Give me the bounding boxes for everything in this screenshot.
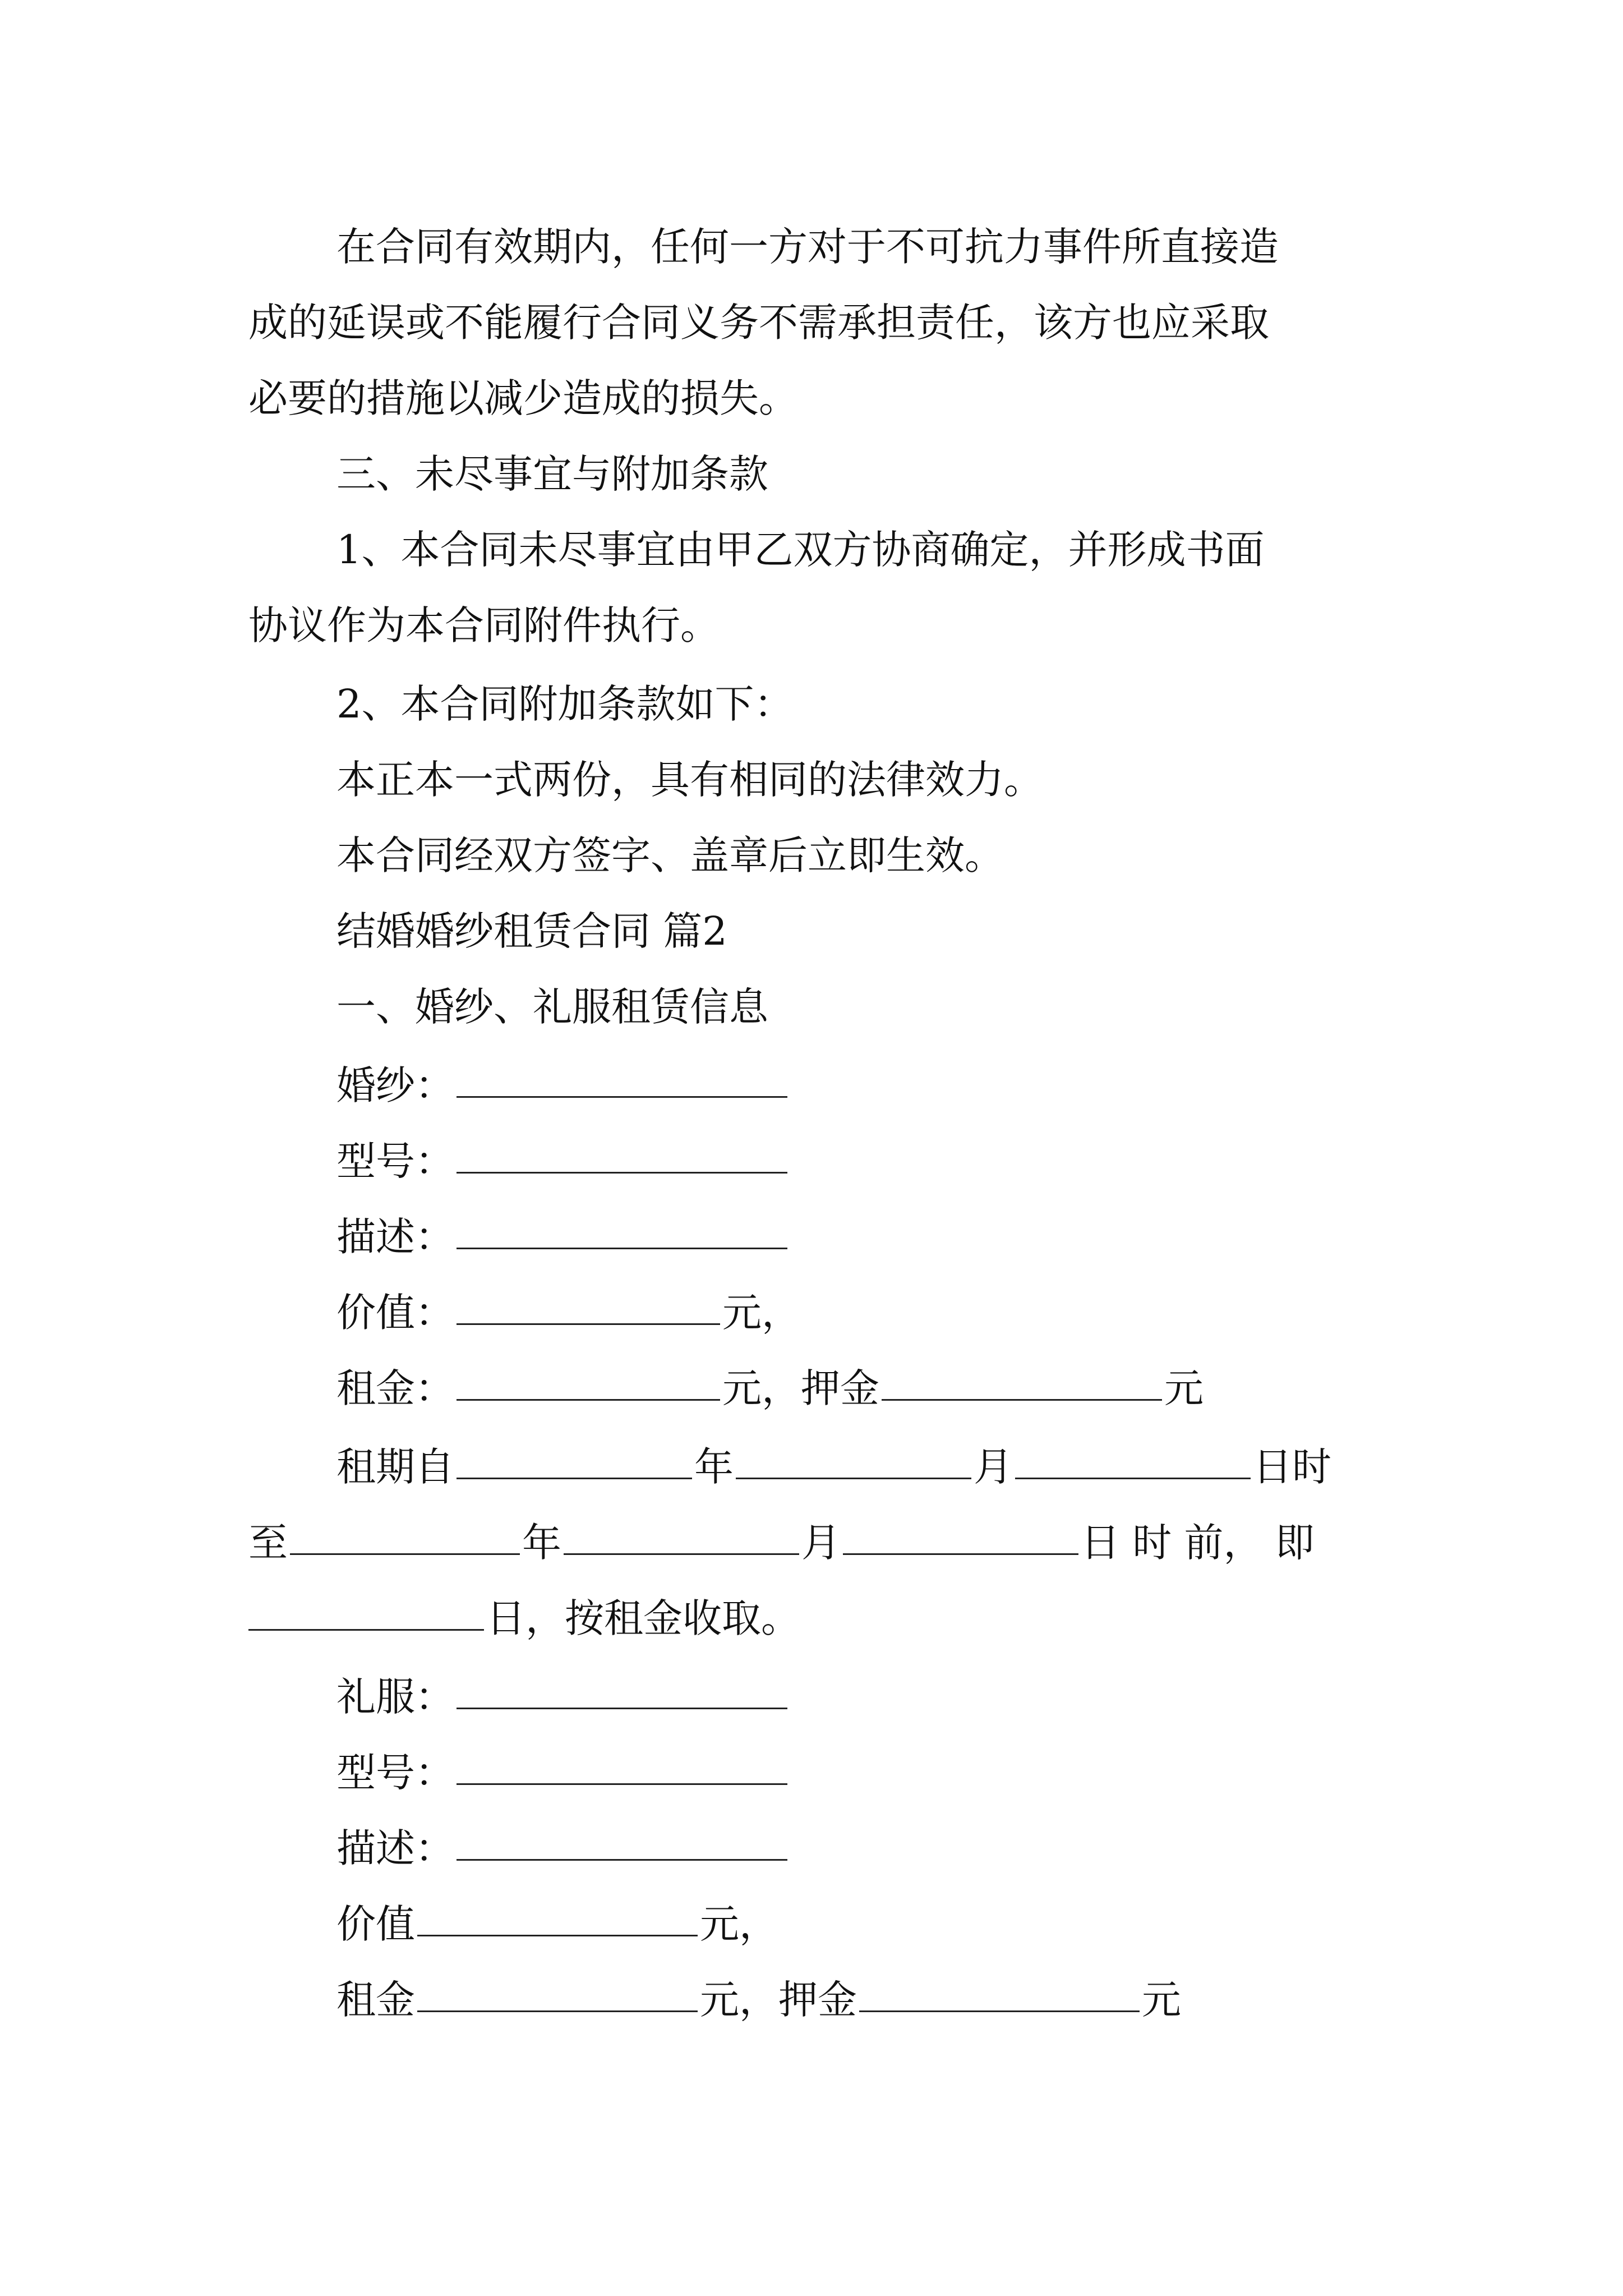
- field-label: 至: [248, 1520, 288, 1566]
- paragraph-line: 1、本合同未尽事宜由甲乙双方协商确定，并形成书面: [336, 527, 1265, 573]
- field-label: 价值：: [336, 1290, 454, 1336]
- paragraph-line: 本合同经双方签字、盖章后立即生效。: [336, 832, 1004, 878]
- blank-line[interactable]: [457, 1247, 787, 1249]
- field-suffix: 月: [801, 1520, 841, 1566]
- blank-line[interactable]: [457, 1398, 720, 1401]
- blank-line[interactable]: [1015, 1477, 1251, 1479]
- field-label: 租期自: [336, 1444, 454, 1490]
- gown-value-row: [336, 1290, 801, 1336]
- period-row-3: [248, 1595, 800, 1641]
- field-label: 礼服：: [336, 1674, 454, 1720]
- blank-line[interactable]: [859, 2010, 1140, 2012]
- blank-line[interactable]: [417, 1934, 698, 1936]
- field-suffix: 元: [1142, 1977, 1181, 2023]
- dress-rent-row: [336, 1977, 1181, 2023]
- field-suffix: 年: [522, 1520, 561, 1566]
- dress-desc-row: [336, 1825, 790, 1871]
- field-label: 描述：: [336, 1825, 454, 1871]
- gown-rent-row: [336, 1365, 1204, 1411]
- field-suffix: 日 时 前， 即: [1081, 1520, 1315, 1566]
- field-label: 婚纱：: [336, 1062, 454, 1108]
- blank-line[interactable]: [457, 1323, 720, 1325]
- gown-desc-row: [336, 1214, 790, 1260]
- field-label: 价值: [336, 1901, 415, 1947]
- blank-line[interactable]: [457, 1477, 692, 1479]
- section-heading: 三、未尽事宜与附加条款: [336, 451, 768, 497]
- field-suffix: 元，: [722, 1290, 801, 1336]
- paragraph-line: 2、本合同附加条款如下：: [336, 681, 794, 727]
- blank-line[interactable]: [248, 1628, 484, 1631]
- gown-name-row: [336, 1062, 790, 1108]
- field-suffix: 月: [974, 1444, 1013, 1490]
- field-label: 描述：: [336, 1214, 454, 1260]
- period-row-2: [248, 1520, 1315, 1566]
- gown-model-row: [336, 1138, 790, 1184]
- period-row-1: [336, 1444, 1331, 1490]
- paragraph-line: 成的延误或不能履行合同义务不需承担责任，该方也应采取: [248, 300, 1269, 346]
- blank-line[interactable]: [457, 1858, 787, 1861]
- paragraph-line: 本正本一式两份，具有相同的法律效力。: [336, 757, 1043, 803]
- dress-value-row: [336, 1901, 778, 1947]
- blank-line[interactable]: [457, 1707, 787, 1709]
- field-suffix: 日，按租金收取。: [486, 1595, 800, 1641]
- section-title: 结婚婚纱租赁合同 篇2: [336, 908, 727, 954]
- blank-line[interactable]: [290, 1553, 520, 1555]
- blank-line[interactable]: [457, 1171, 787, 1174]
- field-suffix: 元，押金: [700, 1977, 857, 2023]
- blank-line[interactable]: [882, 1398, 1162, 1401]
- blank-line[interactable]: [564, 1553, 799, 1555]
- dress-model-row: [336, 1750, 790, 1796]
- field-label: 租金：: [336, 1365, 454, 1411]
- blank-line[interactable]: [457, 1096, 787, 1098]
- field-suffix: 元: [1164, 1365, 1204, 1411]
- field-suffix: 年: [694, 1444, 734, 1490]
- blank-line[interactable]: [736, 1477, 971, 1479]
- blank-line[interactable]: [417, 2010, 698, 2012]
- field-label: 型号：: [336, 1750, 454, 1796]
- field-label: 租金: [336, 1977, 415, 2023]
- field-suffix: 元，押金: [722, 1365, 879, 1411]
- paragraph-line: 必要的措施以减少造成的损失。: [248, 375, 798, 421]
- field-suffix: 元，: [700, 1901, 778, 1947]
- paragraph-line: 协议作为本合同附件执行。: [248, 602, 720, 648]
- blank-line[interactable]: [457, 1783, 787, 1785]
- paragraph-line: 在合同有效期内，任何一方对于不可抗力事件所直接造: [336, 224, 1279, 270]
- dress-name-row: [336, 1674, 790, 1720]
- field-suffix: 日时: [1253, 1444, 1331, 1490]
- section-heading: 一、婚纱、礼服租赁信息: [336, 984, 768, 1030]
- field-label: 型号：: [336, 1138, 454, 1184]
- blank-line[interactable]: [843, 1553, 1078, 1555]
